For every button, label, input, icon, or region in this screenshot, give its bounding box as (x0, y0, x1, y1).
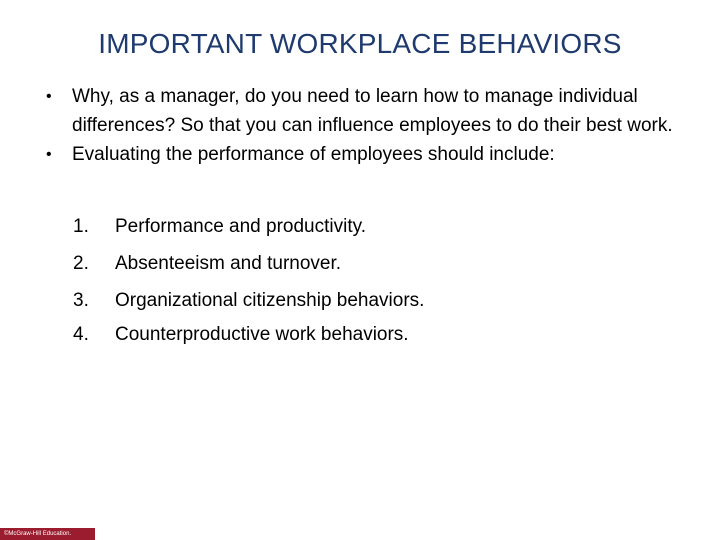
numbered-marker: 4. (73, 324, 89, 345)
numbered-marker: 3. (73, 290, 89, 311)
numbered-text: Absenteeism and turnover. (115, 253, 342, 274)
numbered-item (73, 212, 366, 241)
numbered-marker: 2. (73, 253, 89, 274)
bullet-text: Why, as a manager, do you need to learn how to manage individual differences? So that you can influence employees to do their best work. (72, 86, 673, 136)
numbered-text: Counterproductive work behaviors. (115, 324, 409, 345)
numbered-marker: 1. (73, 216, 89, 237)
bullet-item (46, 82, 686, 140)
numbered-item (73, 249, 341, 278)
bullet-icon: • (46, 88, 52, 105)
bullet-item (46, 140, 686, 169)
numbered-item (73, 320, 409, 349)
bullet-list (46, 82, 686, 169)
bullet-icon: • (46, 146, 52, 163)
numbered-item (73, 286, 424, 315)
numbered-text: Organizational citizenship behaviors. (115, 290, 425, 311)
numbered-text: Performance and productivity. (115, 216, 366, 237)
slide-title: IMPORTANT WORKPLACE BEHAVIORS (98, 28, 622, 59)
bullet-text: Evaluating the performance of employees should include: (72, 144, 555, 165)
footer-bar (0, 528, 95, 540)
copyright-notice: ©McGraw-Hill Education. (4, 531, 72, 537)
